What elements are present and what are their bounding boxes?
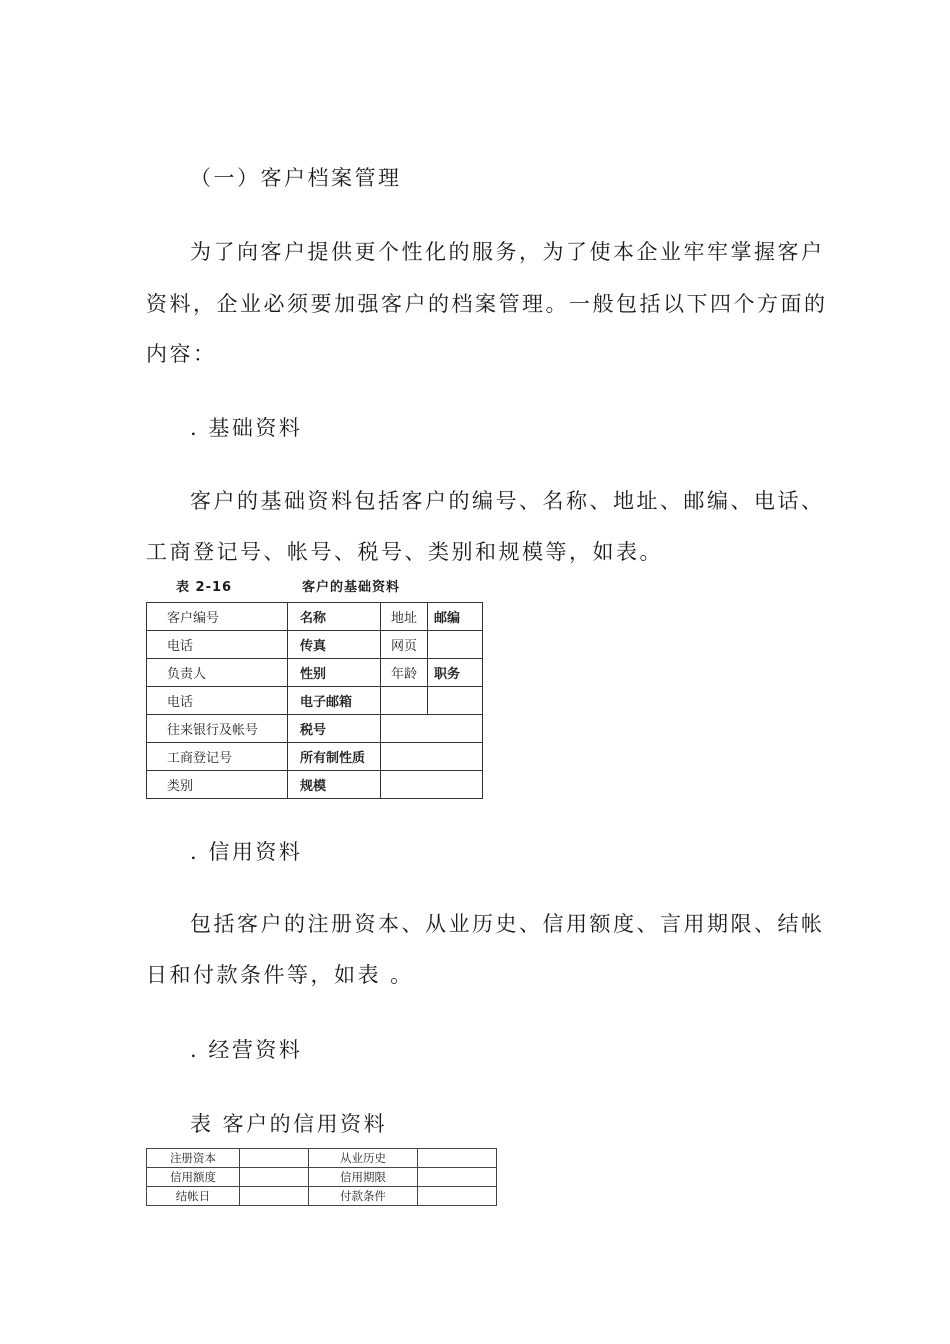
section-heading: （一）客户档案管理 (190, 166, 402, 190)
table-row (147, 659, 483, 687)
table-cell: 往来银行及帐号 (147, 715, 288, 743)
table-cell: 付款条件 (309, 1187, 418, 1206)
table-cell: 所有制性质 (288, 743, 381, 771)
table-cell: 工商登记号 (147, 743, 288, 771)
table-cell: 税号 (288, 715, 381, 743)
credit-info-table (146, 1148, 497, 1206)
credit-table-caption: 表 客户的信用资料 (190, 1112, 388, 1136)
intro-line-2: 资料，企业必须要加强客户的档案管理。一般包括以下四个方面的 (146, 292, 828, 316)
table-cell (381, 771, 483, 799)
table-cell: 信用期限 (309, 1168, 418, 1187)
table-cell: 传真 (288, 631, 381, 659)
table1-title: 客户的基础资料 (302, 580, 401, 595)
table-row (147, 743, 483, 771)
table-cell: 邮编 (428, 603, 483, 631)
table-cell: 客户编号 (147, 603, 288, 631)
table-row (147, 603, 483, 631)
table-row (147, 771, 483, 799)
credit-info-line-2: 日和付款条件等，如表 。 (146, 963, 414, 987)
table-cell (418, 1187, 497, 1206)
intro-line-1: 为了向客户提供更个性化的服务，为了使本企业牢牢掌握客户 (190, 240, 825, 264)
table-cell: 名称 (288, 603, 381, 631)
table-cell: 类别 (147, 771, 288, 799)
table-cell: 注册资本 (147, 1149, 240, 1168)
credit-info-heading: . 信用资料 (190, 840, 303, 864)
operation-info-heading: . 经营资料 (190, 1038, 303, 1062)
basic-info-line-2: 工商登记号、帐号、税号、类别和规模等，如表。 (146, 540, 663, 564)
table-cell (418, 1168, 497, 1187)
table-row (147, 1168, 497, 1187)
table-cell (381, 715, 483, 743)
table-cell: 信用额度 (147, 1168, 240, 1187)
table-cell (381, 687, 428, 715)
table-cell (240, 1187, 309, 1206)
table-cell: 电话 (147, 687, 288, 715)
table-cell: 电话 (147, 631, 288, 659)
basic-info-table (146, 602, 483, 799)
table-row (147, 631, 483, 659)
table-cell: 电子邮箱 (288, 687, 381, 715)
table-cell: 年龄 (381, 659, 428, 687)
table-cell (418, 1149, 497, 1168)
table-cell: 从业历史 (309, 1149, 418, 1168)
table1-number: 表 2-16 (176, 580, 233, 595)
table-cell (428, 631, 483, 659)
table-cell (240, 1149, 309, 1168)
table-cell: 规模 (288, 771, 381, 799)
table-cell (381, 743, 483, 771)
table-cell: 职务 (428, 659, 483, 687)
table-cell: 性别 (288, 659, 381, 687)
table-cell (240, 1168, 309, 1187)
table-row (147, 687, 483, 715)
table-cell: 地址 (381, 603, 428, 631)
credit-info-line-1: 包括客户的注册资本、从业历史、信用额度、言用期限、结帐 (190, 912, 825, 936)
table-cell: 结帐日 (147, 1187, 240, 1206)
table-cell: 负责人 (147, 659, 288, 687)
table-cell (428, 687, 483, 715)
basic-info-line-1: 客户的基础资料包括客户的编号、名称、地址、邮编、电话、 (190, 489, 825, 513)
intro-line-3: 内容： (146, 342, 217, 366)
table-row (147, 715, 483, 743)
table-row (147, 1187, 497, 1206)
table-cell: 网页 (381, 631, 428, 659)
basic-info-heading: . 基础资料 (190, 416, 303, 440)
table-row (147, 1149, 497, 1168)
